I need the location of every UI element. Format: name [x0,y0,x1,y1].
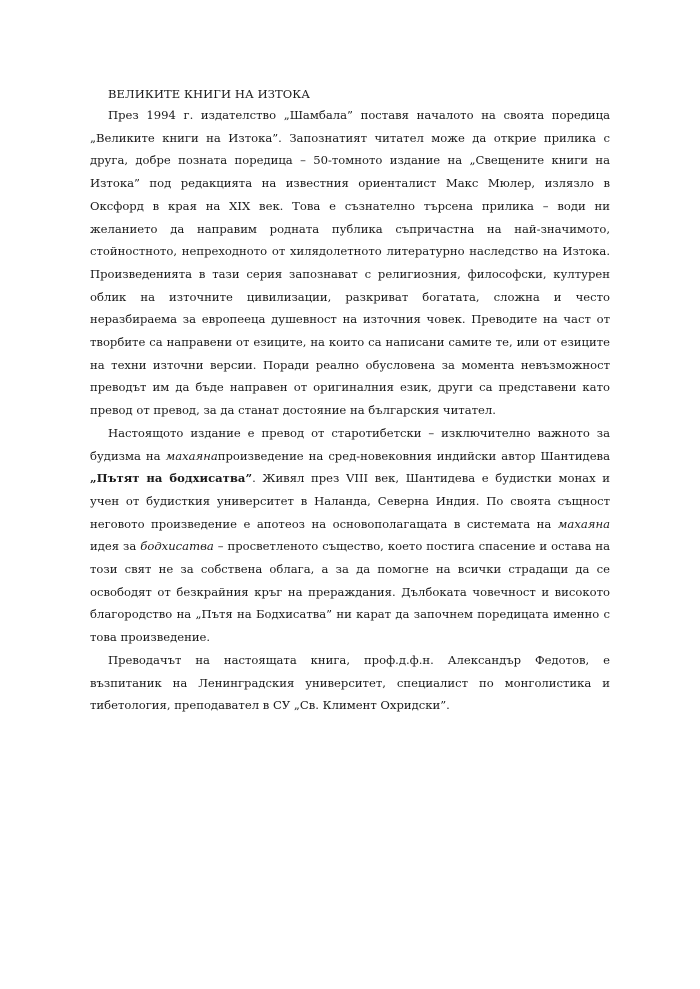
term-mahayana: махаяна [557,516,610,531]
paragraph-edition [90,422,610,649]
paragraph-text: – просветленото същество, което постига спасение и остава на този свят не за собствена облага, а за да помогне на всички страдащи да се освободят от безкрайния кръг на прераждания. Дълбоката човечност и високото благородство на „Пътя на Бодхисатва” ни карат да започнем поредицата именно с това произведение. [90,539,610,645]
book-title: „Пътят на бодхисатва” [90,471,253,486]
paragraph-text: произведение на сред-новековния индийски автор Шантидева [217,448,610,463]
section-heading: ВЕЛИКИТЕ КНИГИ НА ИЗТОКА [108,87,311,101]
paragraph-text: . Живял през VIII век, Шантидева е будистки монах и учен от будисткия университет в Наланда, Северна Индия. По своята същност неговото произведение е апотеоз на основополагащата в системата на [90,471,610,531]
paragraph-text: Настоящото издание е превод от старотибетски – изключително важното за будизма на [90,425,610,463]
term-bodhisattva: бодхисатва [140,539,214,554]
term-mahayana: махаяна [165,448,218,463]
paragraph-translator: Преводачът на настоящата книга, проф.д.ф.н. Александър Федотов, е възпитаник на Ленинградския университет, специалист по монголистика и тибетология, преподавател в СУ „Св. Климент Охридски”. [90,652,610,713]
paragraph-text: идея за [90,539,141,554]
paragraph-intro: През 1994 г. издателство „Шамбала” поставя началото на своята поредица „Великите книги на Изтока”. Запознатият читател може да открие прилика с друга, добре позната поредица – 50-томното издание на „Свещените книги на Изтока” под редакцията на известния ориенталист Макс Мюлер, излязло в Оксфорд в края на XIX век. Това е съзнателно търсена прилика – води ни желанието да направим родната публика съпричастна на най-значимото, стойностното, непреходното от хилядолетното литературно наследство на Изтока. Произведенията в тази серия запознават с религиозния, философски, културен облик на източните цивилизации, разкриват богатата, сложна и често неразбираема за европееца душевност на източния човек. Преводите на част от творбите са направени от езиците, на които са написани самите те, или от езиците на техни източни версии. Поради реално обусловена за момента невъзможност преводът им да бъде направен от оригиналния език, други са представени като превод от превод, за да станат достояние на българския читател. [90,108,610,418]
document-body [90,86,610,717]
